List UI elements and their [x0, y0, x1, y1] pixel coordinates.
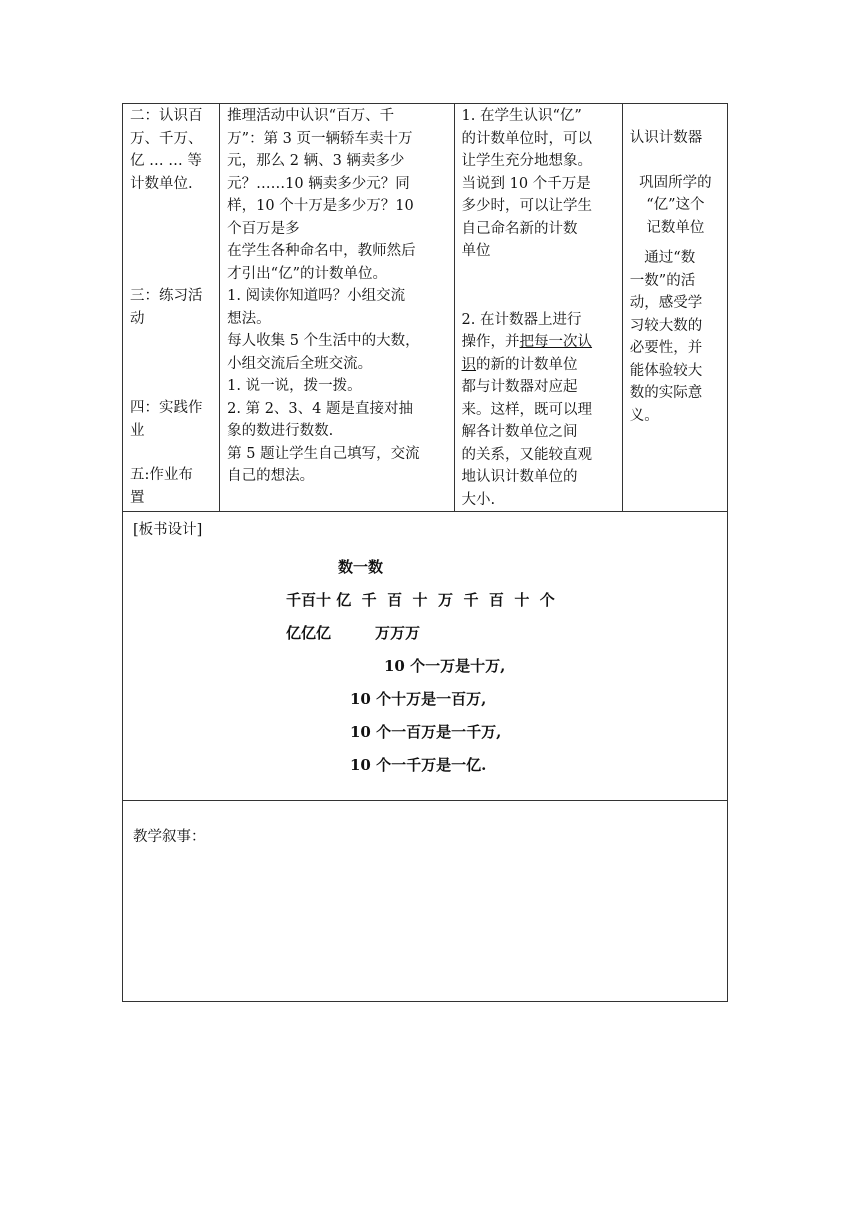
narrative-row	[123, 801, 728, 1002]
purpose-line: 通过“数	[644, 250, 696, 266]
stage-3-line: 动	[130, 310, 145, 327]
purpose-line: 巩固所学的	[639, 174, 712, 191]
underlined-text: 识	[461, 356, 477, 373]
place-value-row: 千百十 亿 千 百 十 万 千 百 十 个	[286, 591, 555, 609]
stage-4-line: 四：实践作	[130, 400, 203, 416]
guidance-line: 多少时，可以让学生	[461, 198, 593, 214]
activities-row	[123, 104, 728, 512]
equation-line: 10 个一百万是一千万,	[350, 723, 502, 741]
equation-line: 10 个十万是一百万,	[350, 690, 487, 708]
activity-line: 每人收集 5 个生活中的大数，	[227, 333, 420, 349]
activity-line: 2. 第 2、3、4 题是直接对抽	[227, 400, 413, 417]
board-design-header: [板书设计]	[133, 522, 203, 538]
stage-5-line: 置	[130, 489, 145, 506]
place-value-row: 亿亿亿	[286, 624, 332, 642]
guidance-line: 的计数单位时，可以	[461, 130, 593, 147]
stage-2-line: 亿 … … 等	[130, 153, 202, 169]
guidance-line: 地认识计数单位的	[461, 469, 578, 485]
guidance-line: 1. 在学生认识“亿”	[461, 108, 582, 124]
guidance-line: 来。这样，既可以理	[461, 401, 593, 418]
guidance-line	[462, 331, 616, 354]
stage-5-line: 五:作业布	[130, 467, 193, 483]
purpose-line: 一数”的活	[629, 272, 696, 289]
activity-line: 自己的想法。	[227, 468, 315, 484]
activity-line: 1. 说一说，拨一拨。	[227, 378, 362, 394]
guidance-line: 当说到 10 个千万是	[461, 175, 591, 192]
narrative-header: 教学叙事：	[133, 829, 206, 845]
purpose-line: 能体验较大	[629, 362, 703, 379]
stage-4-line: 业	[130, 422, 145, 439]
activity-line: 样，10 个十万是多少万？10	[227, 198, 414, 214]
equation-line: 10 个一万是十万,	[384, 657, 506, 675]
purpose-column-cell	[622, 104, 727, 512]
purpose-line: 记数单位	[646, 219, 705, 236]
guidance-line: 大小.	[461, 491, 496, 508]
guidance-text: 的新的计数单位	[476, 356, 578, 373]
activity-line: 才引出“亿”的计数单位。	[227, 265, 387, 282]
board-design-row	[123, 512, 728, 801]
activity-line: 推理活动中认识“百万、千	[227, 108, 395, 124]
activity-line: 在学生各种命名中，教师然后	[227, 243, 416, 259]
purpose-line: 习较大数的	[629, 317, 703, 334]
lesson-plan-table	[122, 103, 728, 1002]
activity-line: 第 5 题让学生自己填写，交流	[227, 445, 420, 462]
stage-column-cell	[123, 104, 220, 512]
board-design-cell	[123, 512, 728, 801]
place-value-row: 万万万	[375, 624, 421, 642]
narrative-cell	[123, 801, 728, 1002]
activity-line: 元？……10 辆卖多少元？同	[227, 175, 410, 192]
activity-line: 想法。	[227, 310, 271, 327]
activity-column-cell	[220, 104, 454, 512]
activity-line: 象的数进行数数.	[227, 423, 334, 439]
board-title: 数一数	[338, 558, 384, 576]
guidance-line: 2. 在计数器上进行	[461, 311, 582, 328]
equation-line: 10 个一千万是一亿.	[350, 756, 487, 774]
guidance-line: 都与计数器对应起	[461, 379, 578, 395]
stage-2-line: 二：认识百	[130, 108, 203, 124]
stage-2-line: 计数单位.	[130, 175, 193, 192]
stage-3-line: 三：练习活	[130, 288, 203, 304]
guidance-line: 让学生充分地想象。	[461, 153, 593, 169]
purpose-line: 数的实际意	[629, 385, 703, 401]
guidance-column-cell	[454, 104, 622, 512]
activity-line: 小组交流后全班交流。	[227, 355, 373, 372]
activity-line: 元，那么 2 辆、3 辆卖多少	[227, 153, 405, 169]
purpose-line: 必要性，并	[629, 340, 703, 356]
purpose-line: 义。	[629, 407, 659, 424]
underlined-text: 把每一次认	[519, 334, 593, 350]
purpose-line: 认识计数器	[629, 130, 703, 146]
guidance-line: 的关系，又能较直观	[461, 446, 593, 463]
guidance-text: 操作，并	[461, 334, 520, 350]
activity-line: 个百万是多	[227, 220, 300, 237]
purpose-line: “亿”这个	[646, 197, 705, 213]
activity-line: 1. 阅读你知道吗？小组交流	[227, 288, 406, 304]
purpose-line: 动，感受学	[629, 295, 703, 311]
activity-line: 万”：第 3 页一辆轿车卖十万	[227, 130, 413, 147]
guidance-line	[462, 354, 616, 377]
guidance-line: 解各计数单位之间	[461, 424, 578, 440]
guidance-line: 自己命名新的计数	[461, 220, 578, 237]
stage-2-line: 万、千万、	[130, 130, 203, 147]
guidance-line: 单位	[461, 243, 491, 259]
